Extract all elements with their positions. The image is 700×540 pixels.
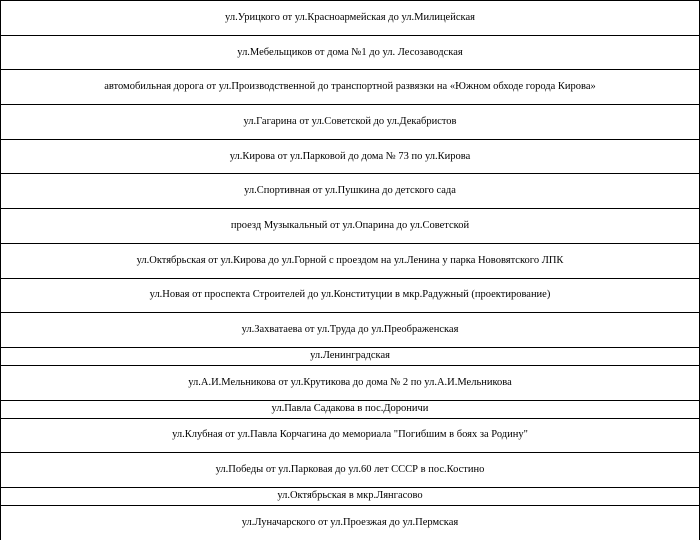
table-row: ул.Октябрьская в мкр.Лянгасово	[1, 488, 699, 506]
table-row: ул.Урицкого от ул.Красноармейская до ул.Милицейская	[1, 1, 699, 36]
table-row: ул.Захватаева от ул.Труда до ул.Преображенская	[1, 313, 699, 348]
table-row: ул.А.И.Мельникова от ул.Крутикова до дома № 2 по ул.А.И.Мельникова	[1, 366, 699, 401]
table-row: автомобильная дорога от ул.Производственной до транспортной развязки на «Южном обходе города Кирова»	[1, 70, 699, 105]
table-row: ул.Гагарина от ул.Советской до ул.Декабристов	[1, 105, 699, 140]
table-row: ул.Мебельщиков от дома №1 до ул. Лесозаводская	[1, 36, 699, 71]
table-row: проезд Музыкальный от ул.Опарина до ул.Советской	[1, 209, 699, 244]
table-row: ул.Ленинградская	[1, 348, 699, 366]
table-row: ул.Павла Садакова в пос.Дороничи	[1, 401, 699, 419]
table-row: ул.Октябрьская от ул.Кирова до ул.Горной с проездом на ул.Ленина у парка Нововятского ЛПК	[1, 244, 699, 279]
table-row: ул.Новая от проспекта Строителей до ул.Конституции в мкр.Радужный (проектирование)	[1, 279, 699, 314]
table-row: ул.Спортивная от ул.Пушкина до детского сада	[1, 174, 699, 209]
table-row: ул.Луначарского от ул.Проезжая до ул.Пермская	[241, 516, 459, 528]
table-row: ул.Победы от ул.Парковая до ул.60 лет СССР в пос.Костино	[1, 453, 699, 488]
table-row: ул.Клубная от ул.Павла Корчагина до мемориала "Погибшим в боях за Родину"	[1, 419, 699, 454]
table-row: ул.Кирова от ул.Парковой до дома № 73 по ул.Кирова	[1, 140, 699, 175]
